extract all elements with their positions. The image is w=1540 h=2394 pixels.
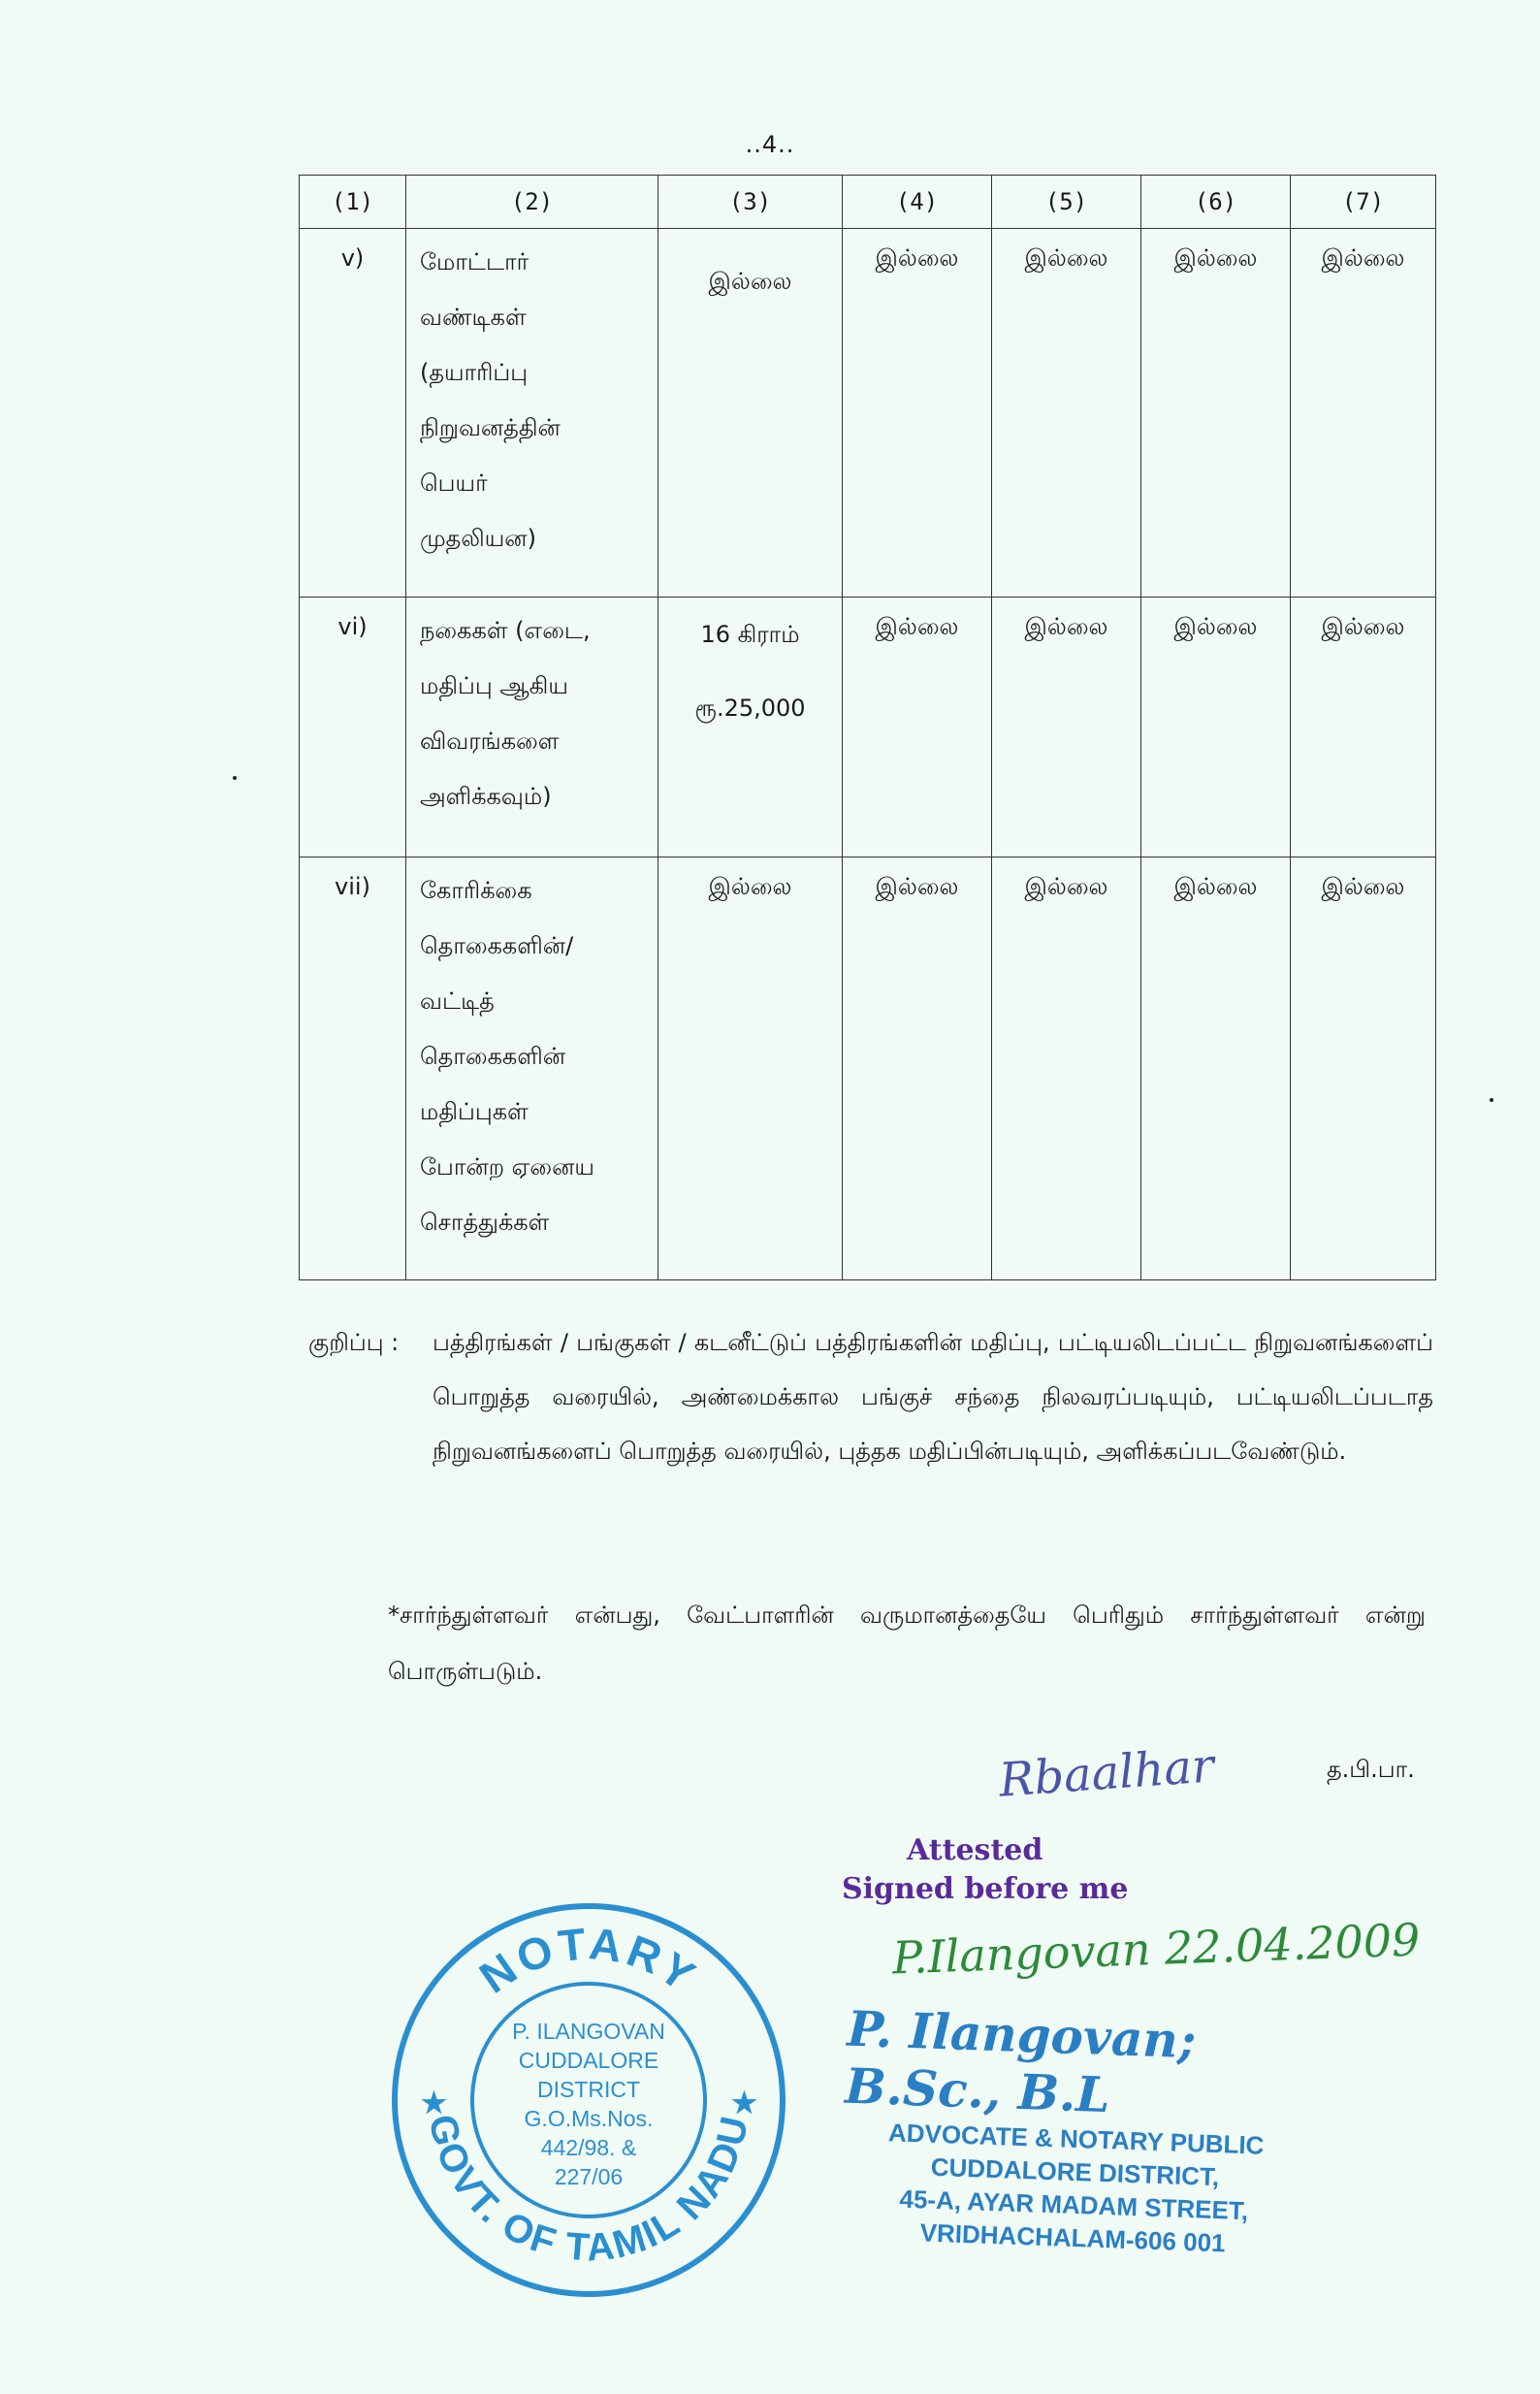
desc-line: வண்டிகள் [420,304,527,331]
cell-col6: இல்லை [1141,857,1291,1280]
seal-inner-line: DISTRICT [536,2077,641,2102]
seal-inner-line: CUDDALORE [518,2048,659,2073]
header-cell: (1) [300,176,406,229]
cell-value: இல்லை [708,873,792,900]
stamp-line: 45-A, AYAR MADAM STREET, [899,2184,1249,2226]
seal-inner-line: 442/98. & [540,2135,637,2160]
cell-col4: இல்லை [843,857,992,1280]
cell-value: இல்லை [708,268,792,295]
speck [1490,1098,1493,1102]
speck [233,776,237,780]
desc-line: முதலியன) [420,525,536,552]
header-cell: (3) [658,176,843,229]
jewel-weight: 16 கிராம் [700,621,800,648]
star-icon: ★ [421,2087,447,2119]
page-number: ..4.. [745,131,795,158]
table-row [300,229,1436,598]
notary-seal [390,1901,787,2299]
notary-address-stamp [840,2000,1314,2263]
cell-col4: இல்லை [843,598,992,857]
cell-col5: இல்லை [992,229,1141,598]
seal-top-text: NOTARY [470,1918,708,2003]
table-header-row [300,176,1436,229]
cell-col3 [658,229,843,598]
desc-line: தொகைகளின் [420,1043,566,1070]
desc-line: போன்ற ஏனைய [420,1153,594,1181]
header-cell: (4) [843,176,992,229]
desc-line: மதிப்பு ஆகிய [420,672,568,699]
row-number: vi) [300,598,406,857]
cell-col4: இல்லை [843,229,992,598]
desc-line: (தயாரிப்பு [420,359,529,386]
desc-line: அளிக்கவும்) [420,783,552,810]
signed-before-label: Signed before me [842,1872,1129,1906]
desc-line: கோரிக்கை [420,877,532,904]
desc-line: நிறுவனத்தின் [420,414,561,441]
footnote: *சார்ந்துள்ளவர் என்பது, வேட்பாளரின் வருமானத்தையே பெரிதும் சார்ந்துள்ளவர் என்று பொருள்படும். [388,1601,1426,1685]
desc-line: வட்டித் [420,987,495,1015]
seal-inner-line: P. ILANGOVAN [512,2019,665,2044]
row-description [406,598,658,857]
desc-line: தொகைகளின்/ [420,932,574,959]
desc-line: சொத்துக்கள் [420,1209,550,1236]
cell-col6: இல்லை [1141,598,1291,857]
jewel-value: ரூ.25,000 [694,695,806,722]
cell-col3 [658,598,843,857]
note-text: பத்திரங்கள் / பங்குகள் / கடனீட்டுப் பத்திரங்களின் மதிப்பு, பட்டியலிடப்பட்ட நிறுவனங்களைப் பொறுத்த வரையில், அண்மைக்கால பங்குச் சந்தை நிலவரப்படியும், பட்டியலிடப்படாத நிறுவனங்களைப் பொறுத்த வரையில், புத்தக மதிப்பின்படியும், அளிக்கப்படவேண்டும். [433,1329,1433,1465]
cell-col3 [658,857,843,1280]
asset-table [299,175,1436,1280]
desc-line: மோட்டார் [420,248,529,275]
header-cell: (2) [406,176,658,229]
cell-col5: இல்லை [992,598,1141,857]
row-number: vii) [300,857,406,1280]
star-icon: ★ [731,2087,757,2119]
attested-label: Attested [907,1833,1043,1867]
note-section [308,1315,1433,1478]
header-cell: (5) [992,176,1141,229]
seal-inner-line: G.O.Ms.Nos. [524,2106,654,2131]
row-number: v) [300,229,406,598]
cell-col7: இல்லை [1291,857,1436,1280]
desc-line: மதிப்புகள் [420,1098,529,1125]
row-description [406,229,658,598]
table-row [300,857,1436,1280]
cell-col7: இல்லை [1291,229,1436,598]
cell-col6: இல்லை [1141,229,1291,598]
stamp-name: P. Ilangovan; B.Sc., B.L [844,1999,1198,2124]
initials: த.பி.பா. [1327,1756,1415,1783]
row-description [406,857,658,1280]
stamp-line: VRIDHACHALAM-606 001 [919,2217,1227,2258]
deponent-signature: Rbaalhar [997,1738,1216,1808]
seal-inner-line: 227/06 [554,2164,624,2189]
table-row [300,598,1436,857]
notary-signature: P.Ilangovan 22.04.2009 [891,1913,1422,1985]
cell-col5: இல்லை [992,857,1141,1280]
desc-line: பெயர் [420,469,488,497]
header-cell: (7) [1291,176,1436,229]
cell-col7: இல்லை [1291,598,1436,857]
note-label: குறிப்பு : [308,1329,400,1356]
desc-line: விவரங்களை [420,728,560,755]
stamp-line: CUDDALORE DISTRICT, [930,2151,1220,2192]
stamp-line: ADVOCATE & NOTARY PUBLIC [887,2118,1265,2160]
header-cell: (6) [1141,176,1291,229]
desc-line: நகைகள் (எடை, [420,617,591,644]
seal-bottom-text: GOVT. OF TAMIL NADU [420,2111,757,2270]
